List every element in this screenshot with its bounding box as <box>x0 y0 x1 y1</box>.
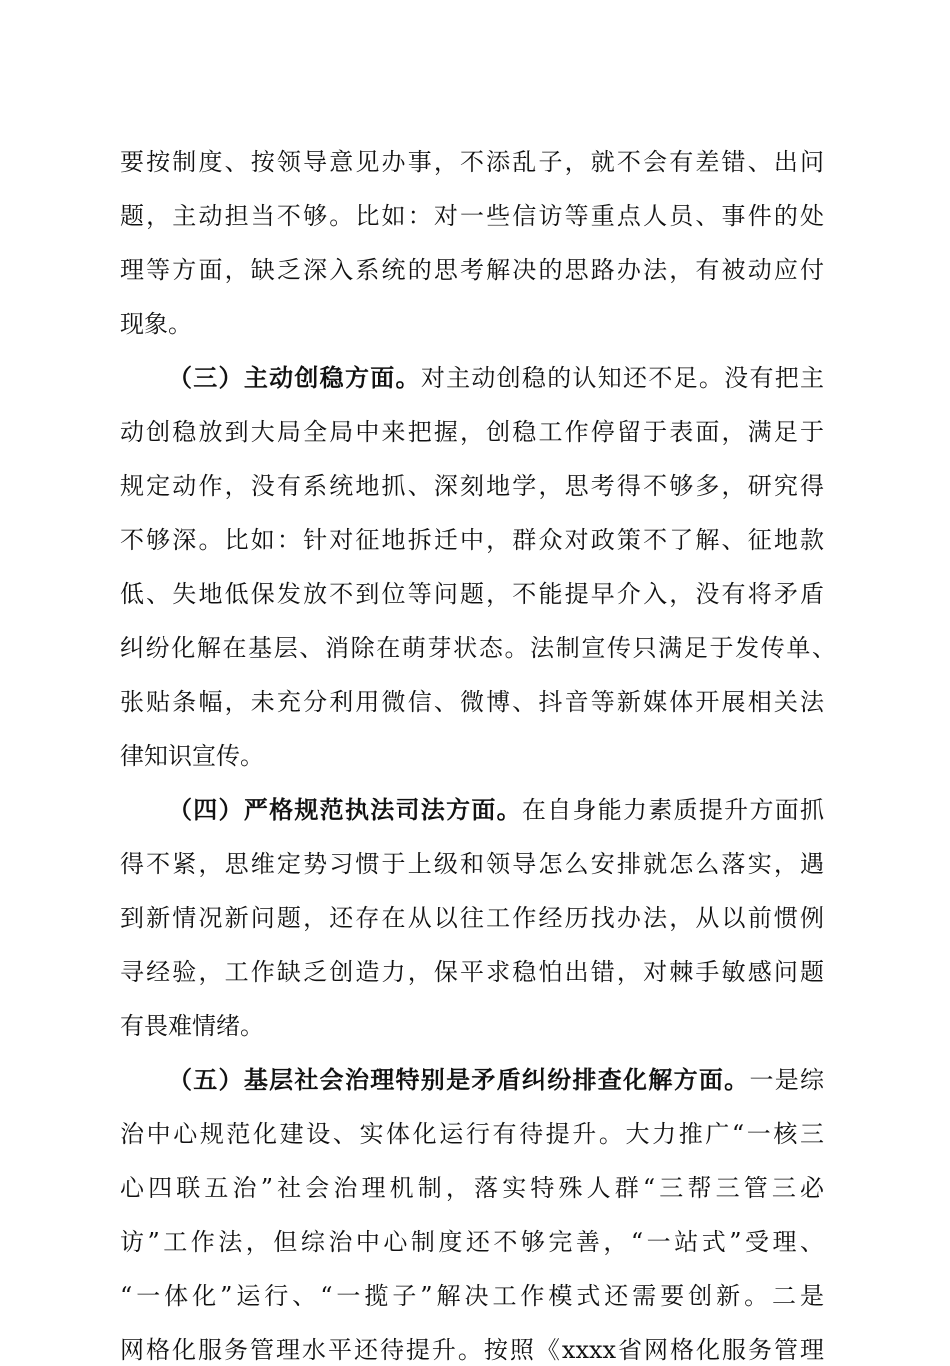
paragraph-text: 在自身能力素质提升方面抓 <box>521 796 825 824</box>
paragraph-line: 张贴条幅，未充分利用微信、微博、抖音等新媒体开展相关法 <box>120 688 824 716</box>
paragraph-line: 寻经验，工作缺乏创造力，保平求稳怕出错，对棘手敏感问题 <box>120 958 824 986</box>
paragraph-line: 现象。 <box>120 310 192 338</box>
paragraph-line: 网格化服务管理水平还待提升。按照《xxxx省网格化服务管理 <box>120 1336 824 1364</box>
section-heading: （四）严格规范执法司法方面。 <box>168 795 522 824</box>
paragraph-line: 访”工作法，但综治中心制度还不够完善，“一站式”受理、 <box>120 1228 824 1256</box>
paragraph-text: 对主动创稳的认知还不足。没有把主 <box>420 364 825 392</box>
paragraph-first-line <box>168 362 824 394</box>
paragraph-line: 有畏难情绪。 <box>120 1012 264 1040</box>
paragraph-text: 一是综 <box>749 1066 825 1094</box>
paragraph-line: 纠纷化解在基层、消除在萌芽状态。法制宣传只满足于发传单、 <box>120 634 836 662</box>
paragraph-line: 治中心规范化建设、实体化运行有待提升。大力推广“一核三 <box>120 1120 824 1148</box>
paragraph-line: 规定动作，没有系统地抓、深刻地学，思考得不够多，研究得 <box>120 472 824 500</box>
paragraph-line: 理等方面，缺乏深入系统的思考解决的思路办法，有被动应付 <box>120 256 824 284</box>
paragraph-line: “一体化”运行、“一揽子”解决工作模式还需要创新。二是 <box>120 1282 824 1310</box>
paragraph-line: 得不紧，思维定势习惯于上级和领导怎么安排就怎么落实，遇 <box>120 850 824 878</box>
paragraph-line: 到新情况新问题，还存在从以往工作经历找办法，从以前惯例 <box>120 904 824 932</box>
paragraph-line: 题，主动担当不够。比如：对一些信访等重点人员、事件的处 <box>120 202 824 230</box>
paragraph-line: 心四联五治”社会治理机制，落实特殊人群“三帮三管三必 <box>120 1174 824 1202</box>
paragraph-first-line <box>168 1064 824 1096</box>
paragraph-line: 要按制度、按领导意见办事，不添乱子，就不会有差错、出问 <box>120 148 824 176</box>
section-heading: （五）基层社会治理特别是矛盾纠纷排查化解方面。 <box>168 1065 750 1094</box>
paragraph-line: 不够深。比如：针对征地拆迁中，群众对政策不了解、征地款 <box>120 526 824 554</box>
paragraph-first-line <box>168 794 824 826</box>
paragraph-line: 低、失地低保发放不到位等问题，不能提早介入，没有将矛盾 <box>120 580 824 608</box>
section-heading: （三）主动创稳方面。 <box>168 363 421 392</box>
paragraph-line: 律知识宣传。 <box>120 742 264 770</box>
paragraph-line: 动创稳放到大局全局中来把握，创稳工作停留于表面，满足于 <box>120 418 824 446</box>
